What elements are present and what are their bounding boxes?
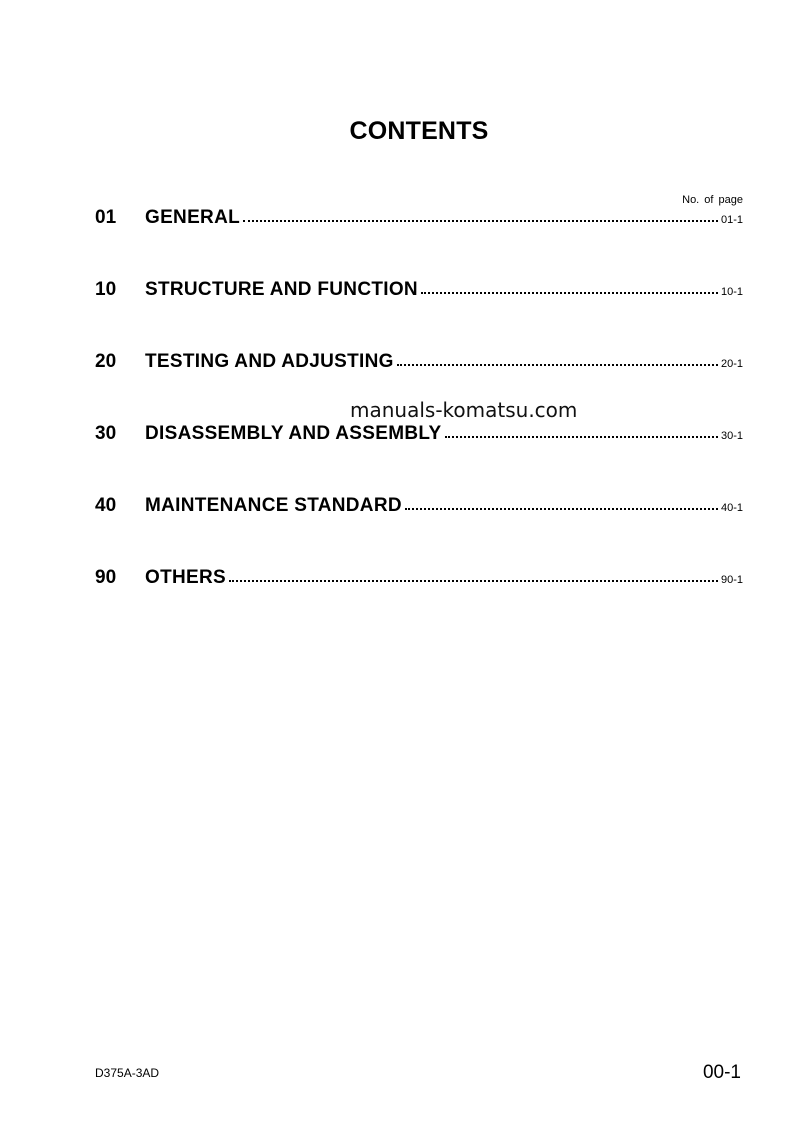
toc-row-others[interactable] <box>95 567 743 597</box>
section-page: 01-1 <box>720 214 743 226</box>
dot-leader <box>229 580 718 582</box>
footer-page-number: 00-1 <box>702 1062 741 1083</box>
section-title: STRUCTURE AND FUNCTION <box>145 279 418 300</box>
section-title: OTHERS <box>145 567 226 588</box>
section-number: 30 <box>95 423 117 444</box>
toc-row-maintenance-standard[interactable] <box>95 495 743 525</box>
dot-leader <box>405 508 718 510</box>
section-title: MAINTENANCE STANDARD <box>145 495 402 516</box>
toc-row-testing-and-adjusting[interactable] <box>95 351 743 381</box>
table-of-contents <box>95 207 743 639</box>
footer-model: D375A-3AD <box>95 1066 160 1080</box>
page-title: CONTENTS <box>349 117 489 145</box>
section-page: 20-1 <box>720 358 743 370</box>
section-number: 40 <box>95 495 117 516</box>
dot-leader <box>421 292 718 294</box>
section-page: 10-1 <box>720 286 743 298</box>
section-page: 30-1 <box>720 430 743 442</box>
dot-leader <box>397 364 718 366</box>
section-page: 40-1 <box>720 502 743 514</box>
toc-row-structure-and-function[interactable] <box>95 279 743 309</box>
section-number: 10 <box>95 279 117 300</box>
toc-row-disassembly-and-assembly[interactable] <box>95 423 743 453</box>
section-title: GENERAL <box>145 207 240 228</box>
watermark-text: manuals-komatsu.com <box>350 398 578 422</box>
section-number: 90 <box>95 567 117 588</box>
section-number: 01 <box>95 207 117 228</box>
section-title: TESTING AND ADJUSTING <box>145 351 394 372</box>
section-page: 90-1 <box>720 574 743 586</box>
section-title: DISASSEMBLY AND ASSEMBLY <box>145 423 442 444</box>
page-number-column-header: No. of page <box>682 194 743 206</box>
dot-leader <box>445 436 718 438</box>
section-number: 20 <box>95 351 117 372</box>
toc-row-general[interactable] <box>95 207 743 237</box>
dot-leader <box>243 220 718 222</box>
